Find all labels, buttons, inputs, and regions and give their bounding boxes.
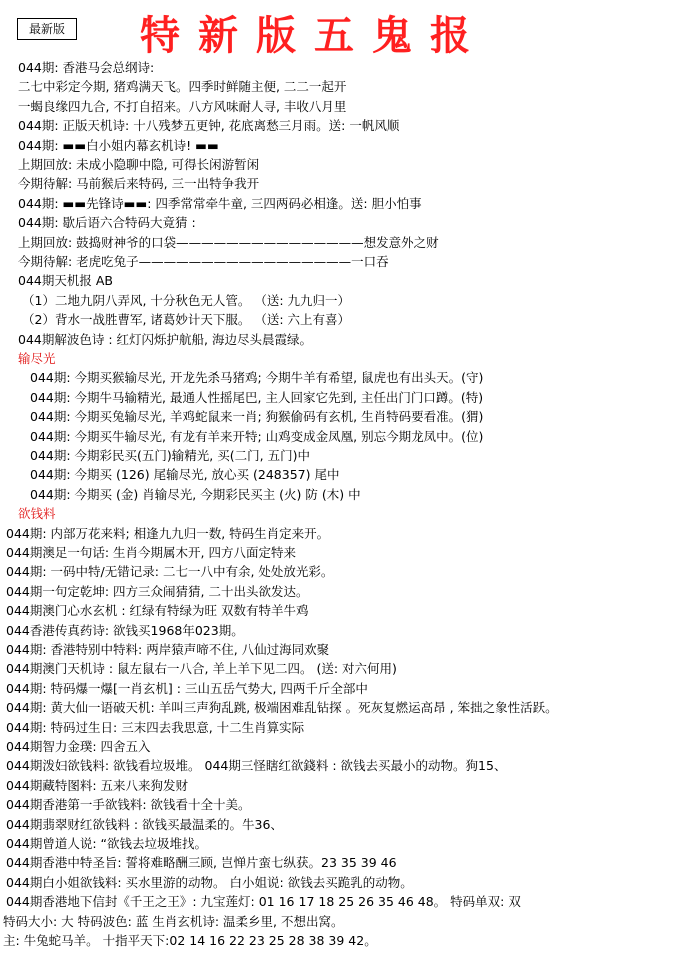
text-line: 上期回放: 鼓捣财神爷的口袋———————————————想发意外之财 <box>18 235 439 250</box>
text-line: 044期曾道人说: “欲钱去垃圾堆找。 <box>6 836 208 851</box>
text-line: 主: 牛兔蛇马羊。 十指平天下:02 14 16 22 23 25 28 38 39 42。 <box>3 933 377 948</box>
section-heading: 输尽光 <box>18 351 56 366</box>
text-line: （1）二地九阴八弄风, 十分秋色无人管。 （送: 九九归一） <box>22 293 351 308</box>
text-line: 044期智力金璞: 四舍五入 <box>6 739 151 754</box>
text-line: 044期: 今期买牛输尽光, 有龙有羊来开特; 山鸡变成金凤凰, 别忘今期龙凤中。(位) <box>30 429 484 444</box>
text-line: 044期香港地下信封《千王之王》: 九宝莲灯: 01 16 17 18 25 26 35 46 48。 特码单双: 双 <box>6 894 521 909</box>
text-line: 044期: 香港特别中特料: 两岸猿声啼不住, 八仙过海同欢聚 <box>6 642 330 657</box>
text-line: 044期: 正版天机诗: 十八残梦五更钟, 花底离愁三月雨。送: 一帆风顺 <box>18 118 400 133</box>
text-line: 上期回放: 未成小隐聊中隐, 可得长闲游暂闲 <box>18 157 260 172</box>
text-line: 044期: 今期买兔输尽光, 羊鸡蛇鼠来一肖; 狗猴偷码有玄机, 生肖特码要看准。(猬) <box>30 409 484 424</box>
text-line: 044香港传真药诗: 欲钱买1968年023期。 <box>6 623 244 638</box>
text-line: 044期香港第一手欲钱料: 欲钱看十全十美。 <box>6 797 251 812</box>
text-line: 044期: 内部万花来料; 相逢九九归一数, 特码生肖定来开。 <box>6 526 330 541</box>
text-line: 今期待解: 老虎吃兔子—————————————————一口吞 <box>18 254 389 269</box>
text-line: 044期翡翠财红欲钱料 : 欲钱买最温柔的。牛36、 <box>6 817 283 832</box>
text-line: 044期: 黄大仙一语破天机: 羊叫三声狗乱跳, 极端困难乱钻探 。死灰复燃运高昂 , 笨拙之象性活跃。 <box>6 700 558 715</box>
text-line: 044期: 今期买 (126) 尾输尽光, 放心买 (248357) 尾中 <box>30 467 340 482</box>
text-line: （2）背水一战胜曹军, 诸葛妙计天下服。 （送: 六上有喜） <box>22 312 351 327</box>
text-line: 044期藏特图料: 五来八来狗发财 <box>6 778 189 793</box>
text-line: 044期: 一码中特/无错记录: 二七一八中有余, 处处放光彩。 <box>6 564 334 579</box>
text-line: 今期待解: 马前猴后来特码, 三一出特争我开 <box>18 176 260 191</box>
text-line: 044期天机报 AB <box>18 273 113 288</box>
text-line: 特码大小: 大 特码波色: 蓝 生肖玄机诗: 温柔乡里, 不想出窝。 <box>3 914 344 929</box>
text-line: 044期香港中特圣旨: 誓将难略酬三顾, 岂惮片蛮七纵获。23 35 39 46 <box>6 855 397 870</box>
text-line: 044期: 今期彩民买(五门)输精光, 买(二门, 五门)中 <box>30 448 310 463</box>
text-line: 044期白小姐欲钱料: 买水里游的动物。 白小姐说: 欲钱去买跪乳的动物。 <box>6 875 413 890</box>
text-line: 044期: 特码爆一爆[一肖玄机] : 三山五岳气势大, 四两千斤全部中 <box>6 681 368 696</box>
text-line: 044期: ▬▬先锋诗▬▬: 四季常常牵牛童, 三四两码必相逢。送: 胆小怕事 <box>18 196 422 211</box>
text-line: 044期解波色诗 : 红灯闪烁护航船, 海边尽头晨霞绿。 <box>18 332 312 347</box>
text-line: 一蝎良缘四九合, 不打自招来。八方风味耐人寻, 丰收八月里 <box>18 99 347 114</box>
text-line: 044期: 今期买猴输尽光, 开龙先杀马猪鸡; 今期牛羊有希望, 鼠虎也有出头天。(守) <box>30 370 484 385</box>
text-line: 044期: 今期牛马输精光, 最通人性摇尾巴, 主人回家它先到, 主任出门门口蹲。(特) <box>30 390 484 405</box>
text-line: 044期: 香港马会总纲诗: <box>18 60 155 75</box>
text-line: 二七中彩定今期, 猪鸡满天飞。四季时鲜随主便, 二二一起开 <box>18 79 347 94</box>
text-line: 044期澳足一句话: 生肖今期属木开, 四方八面定特来 <box>6 545 296 560</box>
section-heading: 欲钱料 <box>18 506 56 521</box>
text-line: 044期: 今期买 (金) 肖输尽光, 今期彩民买主 (火) 防 (木) 中 <box>30 487 361 502</box>
text-line: 044期澳门天机诗 : 鼠左鼠右一八合, 羊上羊下见二四。 (送: 对六何用) <box>6 661 397 676</box>
text-line: 044期一句定乾坤: 四方三众闹猜猜, 二十出头欲发达。 <box>6 584 309 599</box>
text-line: 044期: ▬▬白小姐内幕玄机诗! ▬▬ <box>18 138 219 153</box>
edition-badge: 最新版 <box>17 18 77 40</box>
text-line: 044期: 歇后语六合特码大竟猜 : <box>18 215 196 230</box>
text-line: 044期澳门心水玄机 : 红绿有特绿为旺 双数有特羊牛鸡 <box>6 603 309 618</box>
text-line: 044期泼妇欲钱料: 欲钱看垃圾堆。 044期三怪瞎红欲錢料 : 欲钱去买最小的动物。狗15、 <box>6 758 507 773</box>
page-title: 特新版五鬼报 <box>140 12 488 59</box>
text-line: 044期: 特码过生日: 三末四去我思意, 十二生肖算实际 <box>6 720 305 735</box>
